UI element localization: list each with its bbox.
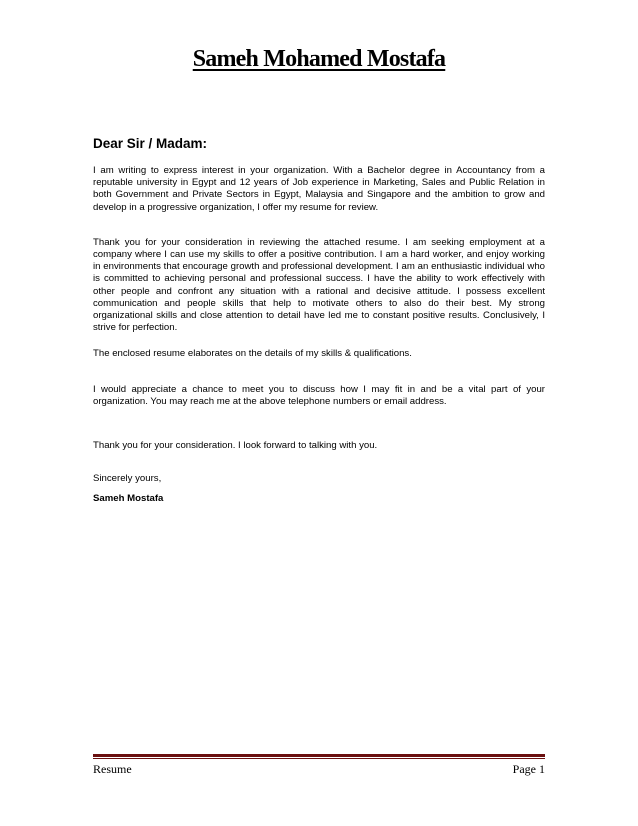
closing: Sincerely yours, bbox=[93, 473, 162, 485]
paragraph-contact: I would appreciate a chance to meet you to discuss how I may fit in and be a vital part of your organization. You may reach me at the above telephone numbers or email address. bbox=[93, 383, 545, 407]
paragraph-enclosure: The enclosed resume elaborates on the details of my skills & qualifications. bbox=[93, 348, 412, 360]
footer-divider bbox=[93, 754, 545, 759]
signature-name: Sameh Mostafa bbox=[93, 493, 164, 505]
paragraph-thanks: Thank you for your consideration. I look forward to talking with you. bbox=[93, 440, 378, 452]
cover-letter-body bbox=[93, 136, 545, 504]
paragraph-intro: I am writing to express interest in your organization. With a Bachelor degree in Accountancy from a reputable university in Egypt and 12 years of Job experience in Marketing, Sales and Public Relation in both Government and Private Sectors in Egypt, Malaysia and Singapore and the ambition to grow and develop in a progressive organization, I offer my resume for review. bbox=[93, 165, 545, 213]
footer-divider-thin-line bbox=[93, 758, 545, 759]
footer-label: Resume bbox=[93, 762, 132, 776]
paragraph-qualities: Thank you for your consideration in reviewing the attached resume. I am seeking employment at a company where I can use my skills to offer a positive contribution. I am a hard worker, and enjoy working in environments that encourage growth and professional development. I am an enthusiastic individual who is committed to achieving personal and professional success. I have the ability to work effectively with other people and confront any situation with a rational and decisive attitude. I possess excellent communication and people skills that help to motivate others to also do their best. My strong organizational skills and close attention to detail have led me to constant positive results. Conclusively, I strive for perfection. bbox=[93, 236, 545, 334]
document-title: Sameh Mohamed Mostafa bbox=[192, 46, 446, 72]
salutation: Dear Sir / Madam: bbox=[93, 136, 208, 151]
footer-page-number: Page 1 bbox=[512, 762, 545, 776]
